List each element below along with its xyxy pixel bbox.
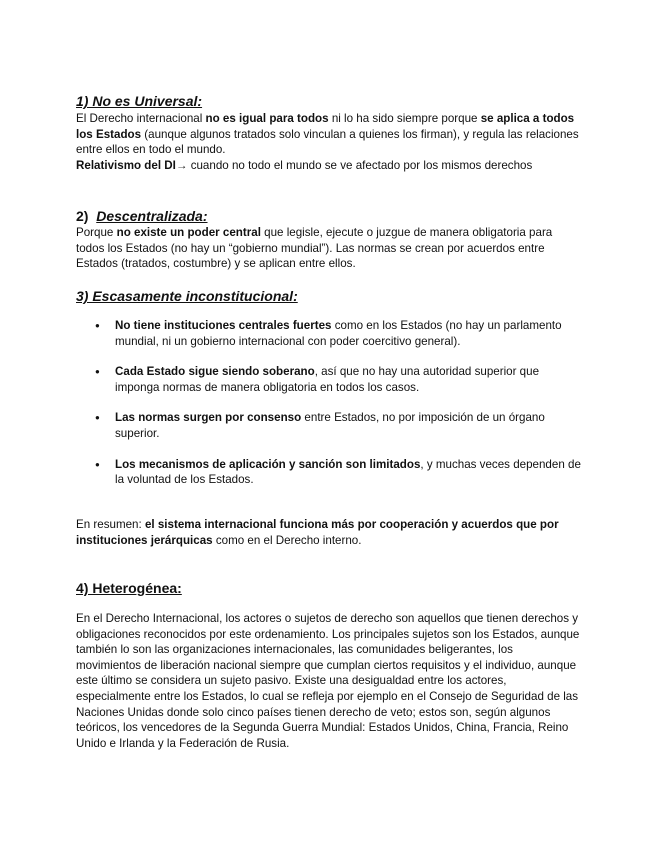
bold-text-run: no es igual para todos	[205, 112, 329, 125]
text-run: En el Derecho Internacional, los actores o sujetos de derecho son aquellos que tienen derechos y obligaciones reconocidos por este ordenamiento. Los principales sujetos son los Estados, aunque también lo son las organizaciones internacionales, las comunidades beligerantes, los movimientos de liberación nacional siempre que cumplan ciertos requisitos y el individuo, aunque este último se considera un sujeto pasivo. Existe una desigualdad entre los actores, especialmente entre los Estados, lo cual se refleja por ejemplo en el Consejo de Seguridad de las Naciones Unidas donde solo cinco países tienen derecho de veto; estos son, según algunos teóricos, los vencedores de la Segunda Guerra Mundial: Estados Unidos, China, Francia, Reino Unido e Irlanda y la Federación de Rusia.	[76, 612, 580, 750]
text-run: En resumen:	[76, 518, 145, 531]
text-run: como en el Derecho interno.	[212, 533, 362, 547]
text-run: (aunque algunos tratados solo vinculan a quienes los firman), y regula las relaciones entre ellos en todo el mundo.	[76, 127, 579, 157]
heading-text: 1) No es Universal:	[76, 93, 203, 109]
bold-text-run: se aplica a todos los Estados	[76, 112, 575, 141]
heading-number: 2)	[76, 208, 97, 224]
paragraph-heterogenea	[76, 611, 581, 751]
list-item	[76, 410, 581, 441]
text-run: que legisle, ejecute o juzgue de manera obligatoria para todos los Estados (no hay un “gobierno mundial”). Las normas se crean por acuerdos entre Estados (tratados, costumbre) y se aplican entre ellos.	[76, 226, 553, 271]
list-item	[76, 364, 581, 395]
bold-text-run: Relativismo del DI	[76, 159, 176, 172]
paragraph-universal	[76, 111, 581, 158]
paragraph-resumen	[76, 517, 581, 548]
bold-text-run: el sistema internacional funciona más por cooperación y acuerdos que por instituciones jerárquicas	[76, 518, 559, 547]
heading-no-es-universal	[76, 92, 202, 110]
paragraph-descentralizada	[76, 225, 581, 272]
text-run: ni lo ha sido siempre porque	[328, 112, 481, 125]
text-run: entre Estados, no por imposición de un órgano superior.	[115, 411, 545, 440]
heading-text: 3) Escasamente inconstitucional:	[76, 288, 298, 304]
heading-heterogenea	[76, 579, 182, 597]
bold-text-run: Las normas surgen por consenso	[115, 411, 302, 425]
bold-text-run: No tiene instituciones centrales fuertes	[115, 319, 332, 332]
text-run: Porque	[76, 226, 117, 239]
bold-text-run: Cada Estado sigue siendo soberano	[115, 365, 315, 379]
bullet-list	[76, 318, 581, 503]
heading-text: 4) Heterogénea:	[76, 580, 182, 596]
bold-text-run: Los mecanismos de aplicación y sanción son limitados	[115, 457, 421, 471]
heading-text: Descentralizada:	[96, 208, 208, 224]
text-run: → cuando no todo el mundo se ve afectado por los mismos derechos	[175, 159, 533, 172]
paragraph-relativismo	[76, 158, 581, 174]
list-item	[76, 318, 581, 349]
list-item	[76, 457, 581, 488]
text-run: El Derecho internacional	[76, 112, 206, 125]
text-run: , y muchas veces dependen de la voluntad de los Estados.	[115, 457, 581, 487]
heading-descentralizada	[76, 207, 208, 225]
heading-escasamente-inconstitucional	[76, 287, 298, 305]
text-run: como en los Estados (no hay un parlamento mundial, ni un gobierno internacional con poder coercitivo general).	[115, 319, 562, 348]
text-run: , así que no hay una autoridad superior que imponga normas de manera obligatoria en todos los casos.	[115, 365, 540, 394]
bold-text-run: no existe un poder central	[116, 226, 261, 239]
